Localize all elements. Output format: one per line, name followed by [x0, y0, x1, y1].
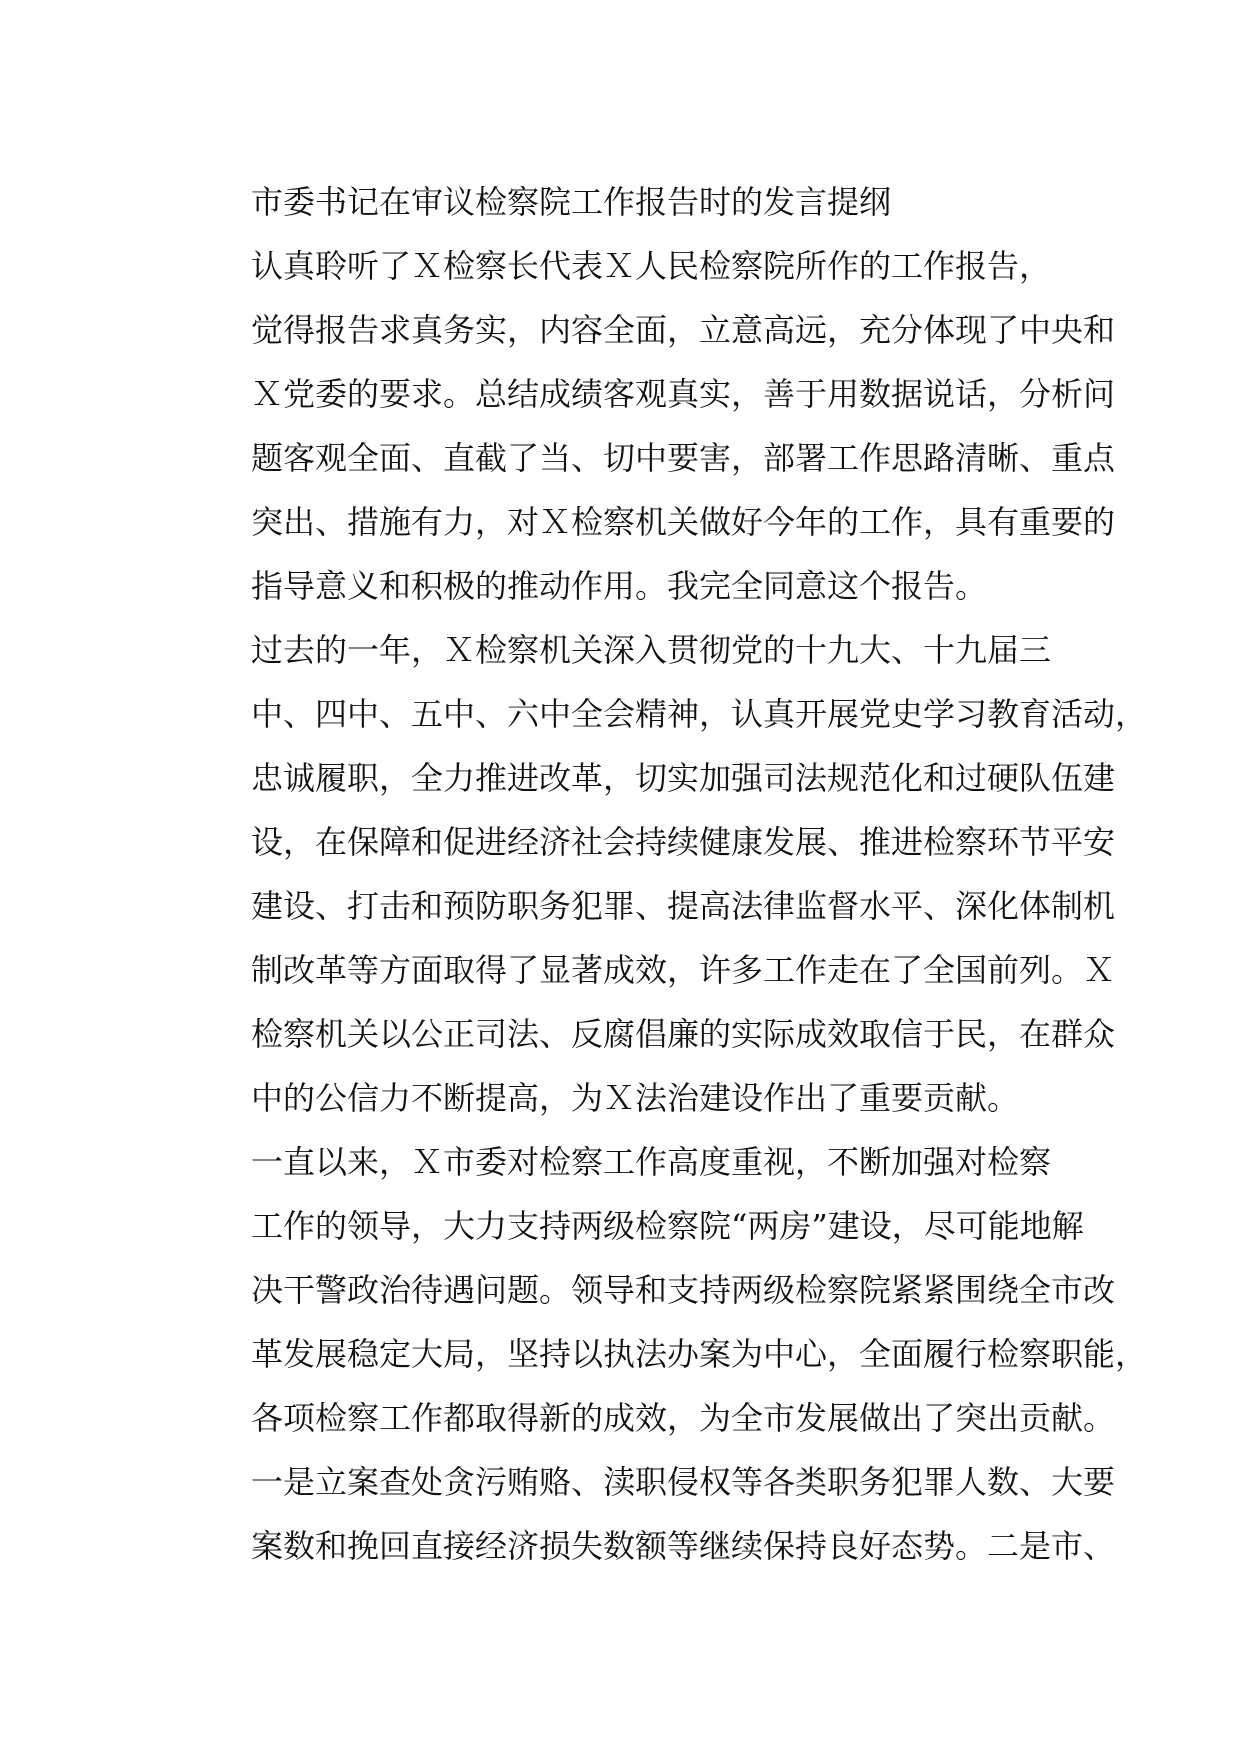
paragraph-1 — [187, 234, 1116, 618]
text-line: 各项检察工作都取得新的成效，为全市发展做出了突出贡献。 — [251, 1399, 1116, 1437]
text-line: 建设、打击和预防职务犯罪、提高法律监督水平、深化体制机 — [251, 887, 1116, 925]
text-line: 忠诚履职，全力推进改革，切实加强司法规范化和过硬队伍建 — [251, 759, 1116, 797]
text-line: 检察机关以公正司法、反腐倡廉的实际成效取信于民，在群众 — [251, 1015, 1116, 1053]
text-line: 决干警政治待遇问题。领导和支持两级检察院紧紧围绕全市改 — [251, 1271, 1116, 1309]
text-line: 中的公信力不断提高，为Ｘ法治建设作出了重要贡献。 — [251, 1079, 1020, 1117]
text-line: 指导意义和积极的推动作用。我完全同意这个报告。 — [251, 567, 988, 605]
text-line: 设，在保障和促进经济社会持续健康发展、推进检察环节平安 — [251, 823, 1116, 861]
text-line: 中、四中、五中、六中全会精神，认真开展党史学习教育活动， — [251, 695, 1148, 733]
document-title: 市委书记在审议检察院工作报告时的发言提纲 — [251, 183, 892, 221]
text-line: 一直以来，Ｘ市委对检察工作高度重视，不断加强对检察 — [251, 1143, 1052, 1181]
paragraph-2 — [187, 618, 1148, 1130]
text-line: 制改革等方面取得了显著成效，许多工作走在了全国前列。Ｘ — [251, 951, 1116, 989]
text-line: 过去的一年，Ｘ检察机关深入贯彻党的十九大、十九届三 — [251, 631, 1052, 669]
text-line: 觉得报告求真务实，内容全面，立意高远，充分体现了中央和 — [251, 311, 1116, 349]
text-line: 题客观全面、直截了当、切中要害，部署工作思路清晰、重点 — [251, 439, 1116, 477]
paragraph-3 — [187, 1130, 1148, 1578]
text-line: 突出、措施有力，对Ｘ检察机关做好今年的工作，具有重要的 — [251, 503, 1116, 541]
document-body — [187, 170, 1148, 1578]
text-line: 案数和挽回直接经济损失数额等继续保持良好态势。二是市、 — [251, 1527, 1116, 1565]
text-line: 革发展稳定大局，坚持以执法办案为中心，全面履行检察职能， — [251, 1335, 1148, 1373]
text-line: 认真聆听了Ｘ检察长代表Ｘ人民检察院所作的工作报告， — [251, 247, 1052, 285]
text-line: Ｘ党委的要求。总结成绩客观真实，善于用数据说话，分析问 — [251, 375, 1116, 413]
text-line: 工作的领导，大力支持两级检察院“两房”建设，尽可能地解 — [251, 1207, 1084, 1245]
text-line: 一是立案查处贪污贿赂、渎职侵权等各类职务犯罪人数、大要 — [251, 1463, 1116, 1501]
